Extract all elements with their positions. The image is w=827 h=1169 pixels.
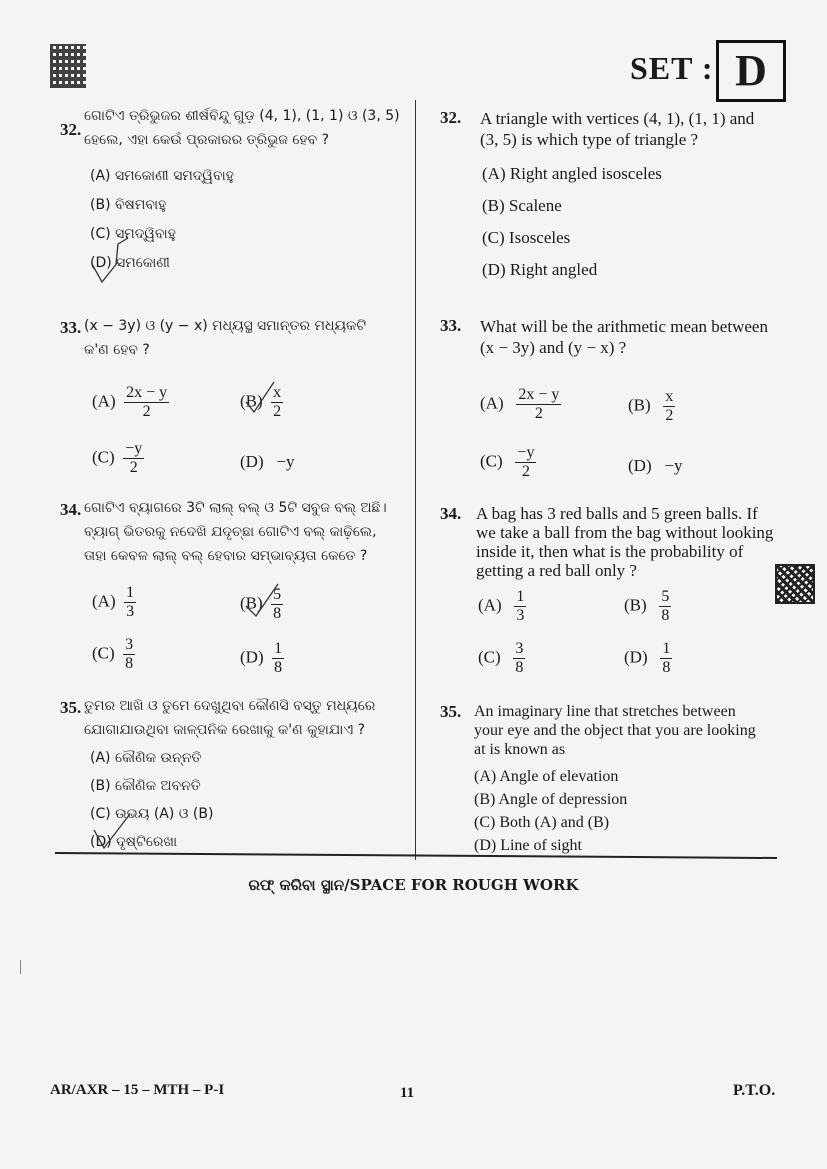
option-label: (A) (92, 591, 116, 611)
option-label: (D) (624, 647, 648, 667)
fraction (515, 444, 536, 481)
option-d: (D) Right angled (482, 260, 598, 279)
question-text: ତୁମର ଆଖି ଓ ତୁମେ ଦେଖୁଥିବା କୌଣସି ବସ୍ତୁ ମଧ୍ୟରେ (84, 698, 376, 714)
option-label: (A) (480, 393, 504, 413)
fraction (659, 588, 671, 625)
option-label: (D) (628, 456, 652, 475)
question-text: getting a red ball only ? (476, 561, 637, 580)
denominator: 8 (661, 607, 670, 624)
option-a: (A) କୌଣିକ ଉନ୍ନତି (90, 750, 202, 766)
numerator: 5 (661, 588, 670, 605)
numerator: 1 (274, 640, 283, 657)
question-35-english (440, 702, 785, 857)
option-b: (B) Scalene (482, 196, 562, 215)
option-b (624, 588, 671, 625)
question-32-english (440, 108, 790, 286)
option-b: (B) Angle of depression (474, 791, 628, 808)
option-a (478, 588, 526, 625)
option-a: (A) Right angled isosceles (482, 164, 662, 183)
rough-work-label: ରଫ୍ କରିବା ସ୍ଥାନ/SPACE FOR ROUGH WORK (248, 876, 579, 894)
denominator: 8 (125, 655, 134, 672)
denominator: 2 (142, 403, 151, 420)
option-d (240, 640, 284, 677)
option-c: (C) ସମଦ୍ୱିବାହୁ (90, 226, 176, 242)
option-d: (D) Line of sight (474, 837, 582, 854)
option-c (92, 440, 144, 477)
question-text: (x − 3y) ଓ (y − x) ମଧ୍ୟସ୍ଥ ସମାନ୍ତର ମଧ୍ୟକଟି (84, 318, 367, 334)
question-text: inside it, then what is the probability of (476, 542, 744, 561)
question-text: କ'ଣ ହେବ ? (84, 342, 150, 358)
option-label: (B) (628, 395, 651, 415)
question-34-odia (60, 496, 412, 568)
question-text: your eye and the object that you are looking (474, 722, 756, 739)
question-number: 35. (440, 702, 462, 721)
numerator: x (665, 388, 674, 405)
fraction (124, 584, 136, 621)
option-d: (D) ସମକୋଣୀ (90, 255, 170, 271)
option-b: (B) ବିଷମବାହୁ (90, 197, 167, 213)
question-number: 33. (440, 316, 462, 335)
numerator: 5 (273, 586, 282, 603)
question-text: ବ୍ୟାଗ୍ ଭିତରକୁ ନଦେଖି ଯଦୃଚ୍ଛା ଗୋଟିଏ ବଲ୍ କାଢ଼ିଲେ, (84, 524, 377, 540)
tick-mark-icon (88, 234, 148, 294)
column-divider (415, 100, 416, 860)
option-c: (C) Both (A) and (B) (474, 814, 610, 831)
page-number: 11 (400, 1085, 415, 1101)
tick-mark-icon (244, 580, 288, 620)
numerator: 2x − y (518, 386, 560, 403)
fraction (663, 388, 675, 425)
pto-label: P.T.O. (733, 1082, 776, 1099)
question-number: 32. (440, 108, 462, 127)
option-label: (C) (478, 647, 501, 667)
question-number: 32. (60, 120, 82, 139)
fraction (123, 636, 135, 673)
option-c (480, 444, 536, 481)
question-text: (3, 5) is which type of triangle ? (480, 130, 699, 149)
option-label: (C) (92, 643, 115, 663)
option-c: (C) Isosceles (482, 228, 571, 247)
question-33-odia (60, 314, 410, 362)
question-text: ଗୋଟିଏ ତ୍ରିଭୁଜର ଶୀର୍ଷବିନ୍ଦୁ ଗୁଡ଼ (4, 1), (1, 1) ଓ (3, 5) (84, 108, 400, 124)
numerator: 2x − y (126, 384, 168, 401)
fraction (516, 386, 561, 423)
numerator: −y (517, 444, 535, 461)
question-33-english (440, 316, 790, 358)
tick-mark-icon (90, 808, 150, 854)
option-c (92, 636, 135, 673)
question-text: we take a ball from the bag without looking (476, 523, 774, 542)
denominator: 8 (515, 659, 524, 676)
question-text: (x − 3y) and (y − x) ? (480, 338, 627, 357)
option-label: (D) (240, 452, 264, 471)
option-c (478, 640, 525, 677)
denominator: 2 (665, 407, 674, 424)
denominator: 2 (273, 403, 282, 420)
denominator: 2 (129, 459, 138, 476)
numerator: 1 (516, 588, 525, 605)
fraction (513, 640, 525, 677)
denominator: 8 (273, 605, 282, 622)
option-a (92, 584, 136, 621)
question-number: 33. (60, 318, 82, 337)
question-text: What will be the arithmetic mean between (480, 317, 768, 336)
question-text: A bag has 3 red balls and 5 green balls. If (476, 504, 758, 523)
option-label: (B) (624, 595, 647, 615)
option-label: (C) (480, 451, 503, 471)
question-number: 35. (60, 698, 82, 717)
option-c: (C) ଉଭୟ (A) ଓ (B) (90, 806, 214, 822)
option-value: −y (664, 456, 683, 475)
tick-mark-icon (244, 378, 284, 414)
option-label: (A) (92, 391, 116, 411)
option-label: (A) (478, 595, 502, 615)
option-label: (D) (240, 647, 264, 667)
numerator: 3 (125, 636, 134, 653)
question-text: A triangle with vertices (4, 1), (1, 1) and (480, 109, 755, 128)
option-label: (B) (240, 593, 263, 613)
question-number: 34. (60, 500, 82, 519)
margin-mark (20, 960, 21, 974)
set-label: SET : (630, 50, 714, 86)
denominator: 8 (662, 659, 671, 676)
fraction (272, 640, 284, 677)
numerator: 1 (662, 640, 671, 657)
question-text: An imaginary line that stretches between (474, 703, 736, 720)
denominator: 2 (534, 405, 543, 422)
fraction (660, 640, 672, 677)
question-text: ଯୋଗାଯାଉଥିବା କାଳ୍ପନିକ ରେଖାକୁ କ'ଣ କୁହାଯାଏ ? (84, 722, 366, 738)
question-text: ତାହା କେବଳ ଲାଲ୍ ବଲ୍ ହେବାର ସମ୍ଭାବ୍ୟତା କେତେ ? (84, 548, 368, 564)
option-d: (D) ଦୃଷ୍ଟିରେଖା (90, 834, 178, 850)
qr-code-icon (50, 44, 86, 88)
denominator: 3 (516, 607, 525, 624)
option-a (92, 384, 169, 421)
numerator: −y (125, 440, 143, 457)
denominator: 8 (274, 659, 283, 676)
qr-code-icon (775, 564, 815, 604)
denominator: 3 (126, 603, 135, 620)
question-text: ହେଲେ, ଏହା କେଉଁ ପ୍ରକାରର ତ୍ରିଭୁଜ ହେବ ? (84, 132, 330, 148)
option-b (628, 388, 675, 425)
question-number: 34. (440, 504, 462, 523)
option-d (624, 640, 672, 677)
option-d (628, 456, 682, 476)
option-label: (C) (92, 447, 115, 467)
option-d (240, 452, 294, 472)
option-label: (B) (240, 391, 263, 411)
fraction (514, 588, 526, 625)
question-text: at is known as (474, 741, 566, 758)
option-value: −y (276, 452, 295, 471)
option-b: (B) କୌଣିକ ଅବନତି (90, 778, 201, 794)
numerator: 1 (126, 584, 135, 601)
denominator: 2 (521, 463, 530, 480)
set-value-box: D (716, 40, 786, 102)
option-a: (A) Angle of elevation (474, 768, 619, 785)
question-34-english (440, 504, 785, 580)
fraction (124, 384, 169, 421)
fraction (123, 440, 144, 477)
question-text: ଗୋଟିଏ ବ୍ୟାଗରେ 3ଟି ଲାଲ୍ ବଲ୍ ଓ 5ଟି ସବୁଜ ବଲ୍ ଅଛି। (84, 500, 387, 516)
numerator: 3 (515, 640, 524, 657)
option-a (480, 386, 561, 423)
numerator: x (273, 384, 282, 401)
option-a: (A) ସମକୋଣୀ ସମଦ୍ୱିବାହୁ (90, 168, 234, 184)
paper-code: AR/AXR – 15 – MTH – P-I (50, 1082, 225, 1098)
